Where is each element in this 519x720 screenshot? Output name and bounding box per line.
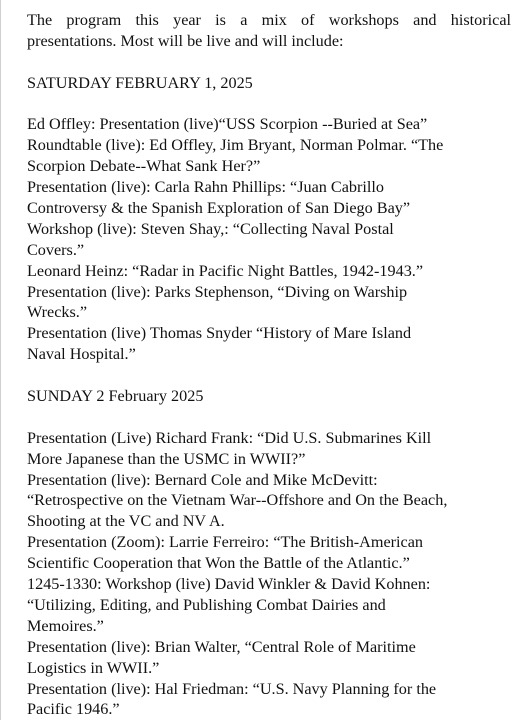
saturday-line: Leonard Heinz: “Radar in Pacific Night Battles, 1942-1943.” xyxy=(27,261,424,280)
intro-line: The program this year is a mix of workshops and historical xyxy=(27,11,511,29)
sunday-line: Pacific 1946.” xyxy=(27,700,120,719)
saturday-line: Workshop (live): Steven Shay,: “Collecting Naval Postal xyxy=(27,219,394,238)
saturday-line: Controversy & the Spanish Exploration of San Diego Bay” xyxy=(27,199,411,218)
sunday-line: Presentation (live): Brian Walter, “Central Role of Maritime xyxy=(27,637,416,656)
sunday-heading: SUNDAY 2 February 2025 xyxy=(27,387,204,406)
saturday-line: Wrecks.” xyxy=(27,303,88,322)
sunday-line: 1245-1330: Workshop (live) David Winkler & David Kohnen: xyxy=(27,575,431,594)
saturday-line: Naval Hospital.” xyxy=(27,345,136,364)
spacer xyxy=(27,365,511,386)
saturday-line: Presentation (live): Carla Rahn Phillips: “Juan Cabrillo xyxy=(27,178,384,197)
sunday-line: “Utilizing, Editing, and Publishing Combat Dairies and xyxy=(27,595,386,614)
sunday-line: Shooting at the VC and NV A. xyxy=(27,512,225,531)
intro-line: presentations. Most will be live and will include: xyxy=(27,31,344,50)
sunday-line: Scientific Cooperation that Won the Battle of the Atlantic.” xyxy=(27,554,410,573)
saturday-heading: SATURDAY FEBRUARY 1, 2025 xyxy=(27,73,253,92)
spacer xyxy=(27,52,511,73)
sunday-line: “Retrospective on the Vietnam War--Offshore and On the Beach, xyxy=(27,491,448,510)
saturday-line: Scorpion Debate--What Sank Her?” xyxy=(27,157,261,176)
sunday-line: Presentation (Zoom): Larrie Ferreiro: “The British-American xyxy=(27,533,424,552)
sunday-line: More Japanese than the USMC in WWII?” xyxy=(27,449,306,468)
sunday-line: Presentation (live): Hal Friedman: “U.S. Navy Planning for the xyxy=(27,679,437,698)
saturday-line: Presentation (live) Thomas Snyder “History of Mare Island xyxy=(27,324,412,343)
saturday-line: Covers.” xyxy=(27,240,85,259)
saturday-line: Presentation (live): Parks Stephenson, “Diving on Warship xyxy=(27,282,408,301)
saturday-line: Ed Offley: Presentation (live)“USS Scorpion --Buried at Sea” xyxy=(27,115,428,134)
sunday-line: Presentation (live): Bernard Cole and Mike McDevitt: xyxy=(27,470,378,489)
spacer xyxy=(27,94,511,115)
spacer xyxy=(27,407,511,428)
program-text xyxy=(27,10,511,720)
sunday-line: Presentation (Live) Richard Frank: “Did U.S. Submarines Kill xyxy=(27,428,432,447)
sunday-line: Memoires.” xyxy=(27,616,104,635)
sunday-line: Logistics in WWII.” xyxy=(27,658,160,677)
saturday-line: Roundtable (live): Ed Offley, Jim Bryant, Norman Polmar. “The xyxy=(27,136,444,155)
